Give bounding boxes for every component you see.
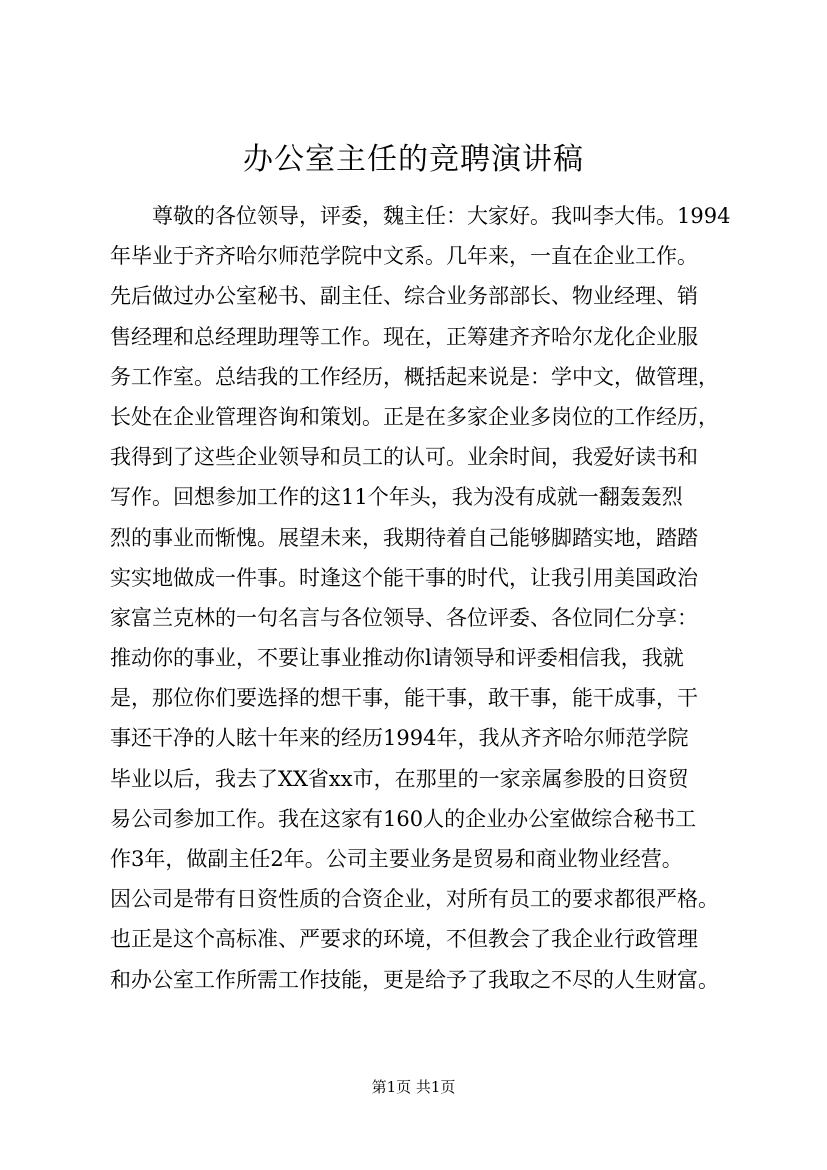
document-body [110,196,740,1000]
body-line-11: 家富兰克林的一句名言与各位领导、各位评委、各位同仁分享： [110,605,698,630]
body-line-12: 推动你的事业，不要让事业推动你l请领导和评委相信我，我就 [110,646,684,671]
body-line-10: 实实地做成一件事。时逢这个能干事的时代，让我引用美国政治 [110,565,698,590]
body-line-20: 和办公室工作所需工作技能，更是给予了我取之不尽的人生财富。 [110,967,719,992]
body-line-1: 尊敬的各位领导，评委，魏主任：大家好。我叫李大伟。1994 [152,204,731,228]
body-line-9: 烈的事业而惭愧。展望未来，我期待着自己能够脚踏实地，踏踏 [110,525,698,550]
body-line-8: 写作。回想参加工作的这11个年头，我为没有成就一翻轰轰烈 [110,485,683,510]
body-line-16: 易公司参加工作。我在这家有160人的企业办公室做综合秘书工 [110,806,697,831]
body-line-15: 毕业以后，我去了XX省xx市，在那里的一家亲属参股的日资贸 [110,766,689,791]
body-line-2: 年毕业于齐齐哈尔师范学院中文系。几年来，一直在企业工作。 [110,244,698,269]
body-line-3: 先后做过办公室秘书、副主任、综合业务部部长、物业经理、销 [110,284,698,309]
body-line-19: 也正是这个高标准、严要求的环境，不但教会了我企业行政管理 [110,927,698,952]
body-line-13: 是，那位你们要选择的想干事，能干事，敢干事，能干成事，干 [110,686,698,711]
page-footer: 第1页 共1页 [371,1078,456,1096]
body-line-14: 事还干净的人眩十年来的经历1994年，我从齐齐哈尔师范学院 [110,726,689,751]
body-line-17: 作3年，做副主任2年。公司主要业务是贸易和商业物业经营。 [110,847,683,871]
document-title: 办公室主任的竞聘演讲稿 [243,142,584,177]
body-line-5: 务工作室。总结我的工作经历，概括起来说是：学中文，做管理， [110,364,719,389]
body-line-4: 售经理和总经理助理等工作。现在，正筹建齐齐哈尔龙化企业服 [110,324,698,349]
body-line-18: 因公司是带有日资性质的合资企业，对所有员工的要求都很严格。 [110,887,719,912]
body-line-7: 我得到了这些企业领导和员工的认可。业余时间，我爱好读书和 [110,445,698,470]
body-line-6: 长处在企业管理咨询和策划。正是在多家企业多岗位的工作经历， [110,404,719,429]
